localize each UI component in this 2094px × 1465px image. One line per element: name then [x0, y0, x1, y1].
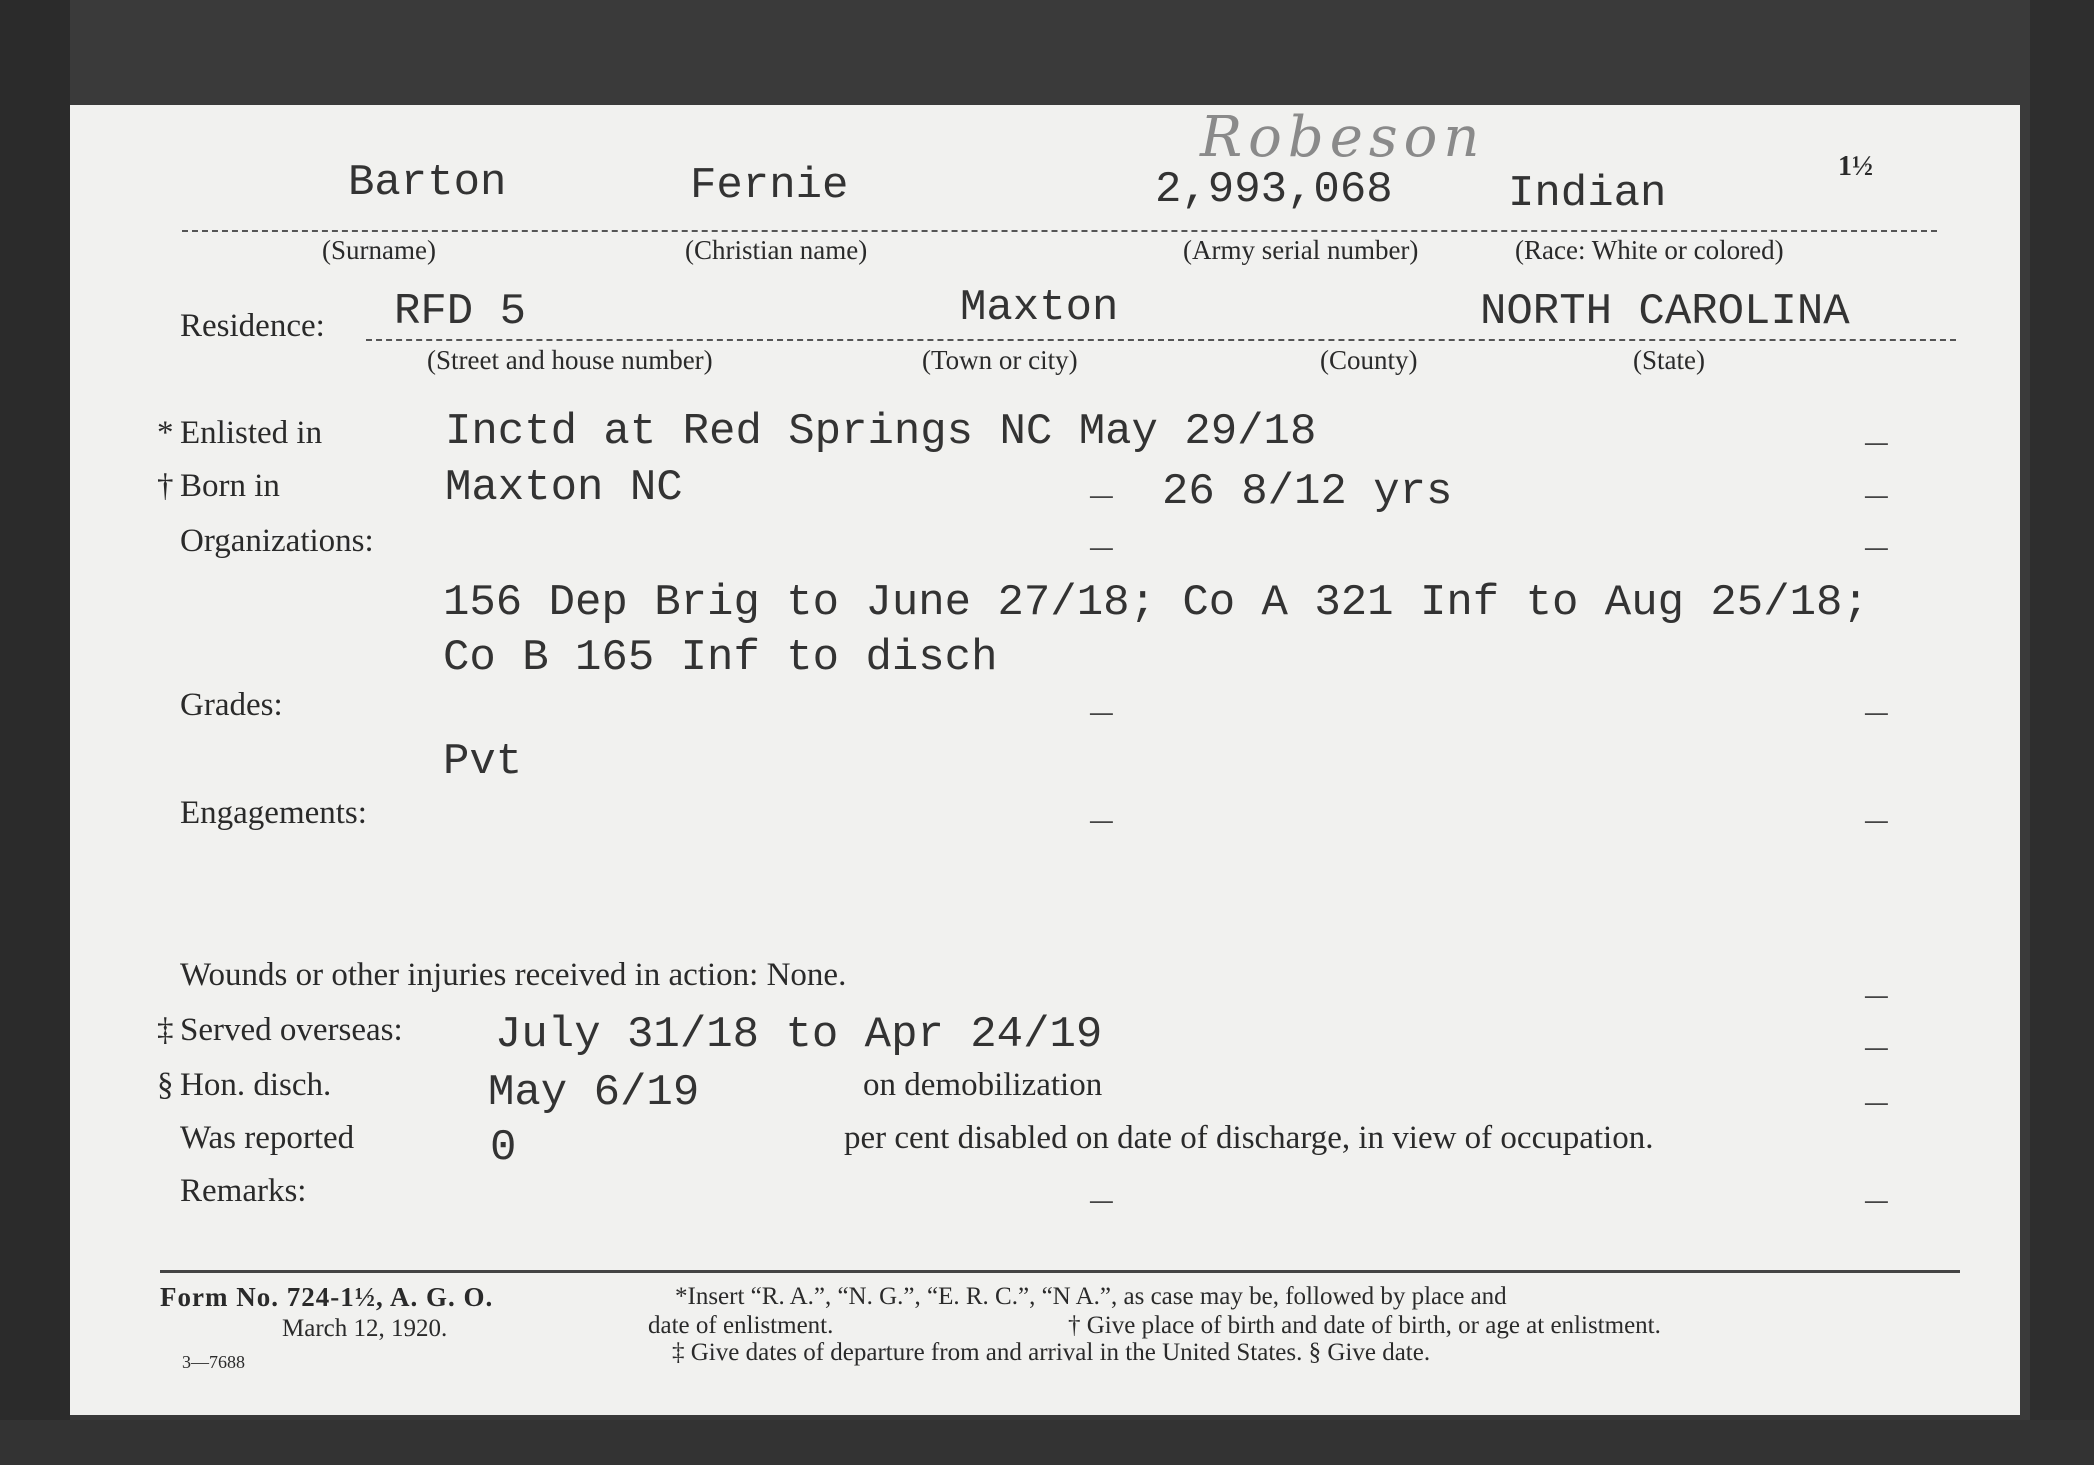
header-rule [182, 230, 1937, 232]
engagements-label: Engagements: [180, 795, 367, 831]
town-caption: (Town or city) [922, 345, 1078, 375]
residence-state: NORTH CAROLINA [1480, 287, 1850, 337]
serial-number-caption: (Army serial number) [1183, 235, 1419, 265]
organizations-line-1: 156 Dep Brig to June 27/18; Co A 321 Inf to Aug 25/18; [443, 578, 1869, 628]
footer-rule [160, 1270, 1960, 1273]
state-caption: (State) [1633, 345, 1705, 375]
discharge-label: Hon. disch. [180, 1067, 332, 1103]
overseas-label: Served overseas: [180, 1012, 403, 1048]
residence-label: Residence: [180, 308, 325, 344]
dash-marker: _ [1865, 1168, 1888, 1211]
dash-marker: _ [1865, 1070, 1888, 1113]
print-code: 3—7688 [182, 1352, 245, 1372]
overseas-mark: ‡ [157, 1012, 174, 1048]
residence-rule [366, 339, 1956, 341]
surname-value: Barton [348, 158, 507, 208]
organizations-line-2: Co B 165 Inf to disch [443, 633, 998, 683]
card-number: 1½ [1838, 151, 1873, 182]
surname-caption: (Surname) [322, 235, 436, 265]
dash-marker: _ [1090, 463, 1113, 506]
record-card [70, 105, 2020, 1415]
race-caption: (Race: White or colored) [1515, 235, 1784, 265]
enlisted-mark: * [157, 415, 174, 451]
scan-border-right [2030, 0, 2094, 1465]
dash-marker: _ [1865, 963, 1888, 1006]
dash-marker: _ [1865, 410, 1888, 453]
discharge-mark: § [157, 1067, 174, 1103]
enlisted-value: Inctd at Red Springs NC May 29/18 [445, 407, 1317, 457]
christian-name-caption: (Christian name) [685, 235, 868, 265]
dash-marker: _ [1090, 1168, 1113, 1211]
county-caption: (County) [1320, 345, 1418, 375]
enlisted-label: Enlisted in [180, 415, 323, 451]
discharge-suffix: on demobilization [863, 1067, 1103, 1103]
grades-label: Grades: [180, 687, 283, 723]
grades-value: Pvt [443, 737, 523, 787]
born-label: Born in [180, 468, 280, 504]
form-date: March 12, 1920. [282, 1315, 448, 1342]
county-handwritten: Robeson [1200, 105, 1486, 170]
reported-suffix: per cent disabled on date of discharge, in view of occupation. [844, 1120, 1654, 1156]
dash-marker: _ [1865, 680, 1888, 723]
reported-value: 0 [490, 1123, 517, 1173]
footnote-2: † Give place of birth and date of birth, or age at enlistment. [1068, 1312, 1661, 1339]
reported-label: Was reported [180, 1120, 355, 1156]
born-mark: † [157, 468, 174, 504]
dash-marker: _ [1090, 680, 1113, 723]
dash-marker: _ [1865, 1015, 1888, 1058]
scan-border-left [0, 0, 70, 1465]
dash-marker: _ [1090, 515, 1113, 558]
footnote-1-line-1: *Insert “R. A.”, “N. G.”, “E. R. C.”, “N A.”, as case may be, followed by place and [675, 1283, 1507, 1310]
footnote-1-line-2: date of enlistment. [648, 1312, 834, 1339]
dash-marker: _ [1865, 788, 1888, 831]
dash-marker: _ [1090, 788, 1113, 831]
christian-name-value: Fernie [690, 161, 849, 211]
serial-number-value: 2,993,068 [1155, 165, 1393, 215]
race-value: Indian [1508, 169, 1667, 219]
born-place: Maxton NC [445, 463, 683, 513]
born-age: 26 8/12 yrs [1162, 467, 1453, 517]
overseas-value: July 31/18 to Apr 24/19 [495, 1010, 1103, 1060]
footnote-3: ‡ Give dates of departure from and arrival in the United States. § Give date. [672, 1339, 1431, 1366]
remarks-label: Remarks: [180, 1173, 307, 1209]
residence-street: RFD 5 [394, 287, 527, 337]
wounds-text: Wounds or other injuries received in action: None. [180, 957, 847, 993]
scan-border-bottom [0, 1420, 2094, 1465]
form-number: Form No. 724-1½, A. G. O. [160, 1282, 494, 1312]
residence-town: Maxton [960, 283, 1119, 333]
organizations-label: Organizations: [180, 523, 374, 559]
dash-marker: _ [1865, 463, 1888, 506]
dash-marker: _ [1865, 515, 1888, 558]
discharge-value: May 6/19 [488, 1068, 700, 1118]
street-caption: (Street and house number) [427, 345, 713, 375]
